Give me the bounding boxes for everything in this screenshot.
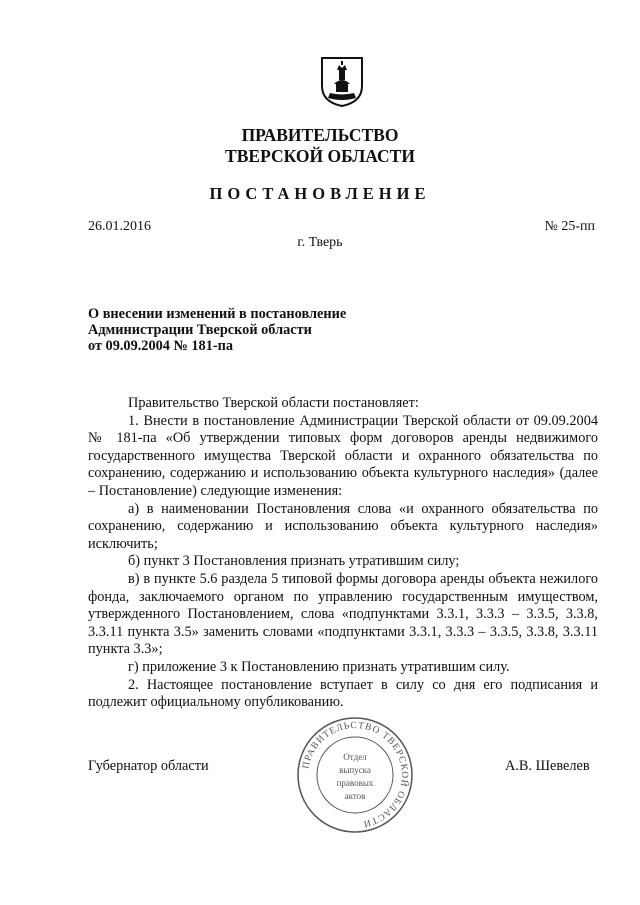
body-paragraph: в) в пункте 5.6 раздела 5 типовой формы договора аренды объекта нежилого фонда, заключаемого органом по управлению государственным имуществом, утвержденного Постановлением, слова «подпунктами 3.3.1, 3.3.3 – 3.3.5, 3.3.8, 3.3.11 пункта 3.5» заменить словами «подпунктами 3.3.1, 3.3.3 – 3.3.5, 3.3.8, 3.3.11 пункта 3.3»;: [88, 570, 598, 658]
document-number: № 25-пп: [544, 219, 595, 234]
body-paragraph: 2. Настоящее постановление вступает в силу со дня его подписания и подлежит официальному опубликованию.: [88, 676, 598, 711]
body-paragraph: б) пункт 3 Постановления признать утратившим силу;: [128, 553, 460, 570]
body-paragraph: 1. Внести в постановление Администрации Тверской области от 09.09.2004 № 181-па «Об утверждении типовых форм договоров аренды недвижимого государственного имущества Тверской области и охранного обязательства по сохранению, содержанию и использованию объекта культурного наследия» (далее – Постановление) следующие изменения:: [88, 412, 598, 499]
signatory-position: Губернатор области: [88, 758, 209, 774]
body-paragraph: Правительство Тверской области постановляет:: [128, 395, 419, 411]
stamp-text-line: правовых: [336, 778, 374, 788]
body-paragraph: г) приложение 3 к Постановлению признать утратившим силу.: [128, 658, 510, 675]
document-body: [88, 395, 598, 712]
stamp-text-line: актов: [344, 791, 366, 801]
document-subject: [88, 306, 428, 354]
document-type: ПОСТАНОВЛЕНИЕ: [209, 184, 431, 203]
stamp-text-line: Отдел: [343, 752, 367, 762]
stamp-ring-text: ПРАВИТЕЛЬСТВО ТВЕРСКОЙ ОБЛАСТИ: [301, 720, 410, 829]
body-paragraph: а) в наименовании Постановления слова «и охранного обязательства по сохранению, содержанию и использованию объекта культурного наследия» исключить;: [88, 500, 598, 552]
subject-line: Администрации Тверской области: [88, 322, 312, 338]
document-date: 26.01.2016: [88, 219, 151, 234]
subject-line: от 09.09.2004 № 181-па: [88, 338, 234, 354]
org-name-line2: ТВЕРСКОЙ ОБЛАСТИ: [225, 146, 415, 166]
document-city: г. Тверь: [297, 235, 343, 250]
signatory-name: А.В. Шевелев: [505, 758, 590, 774]
official-stamp: [296, 716, 414, 834]
org-name-line1: ПРАВИТЕЛЬСТВО: [241, 125, 399, 145]
coat-of-arms-icon: [320, 56, 364, 108]
subject-line: О внесении изменений в постановление: [88, 306, 347, 322]
stamp-text-line: выпуска: [339, 765, 371, 775]
